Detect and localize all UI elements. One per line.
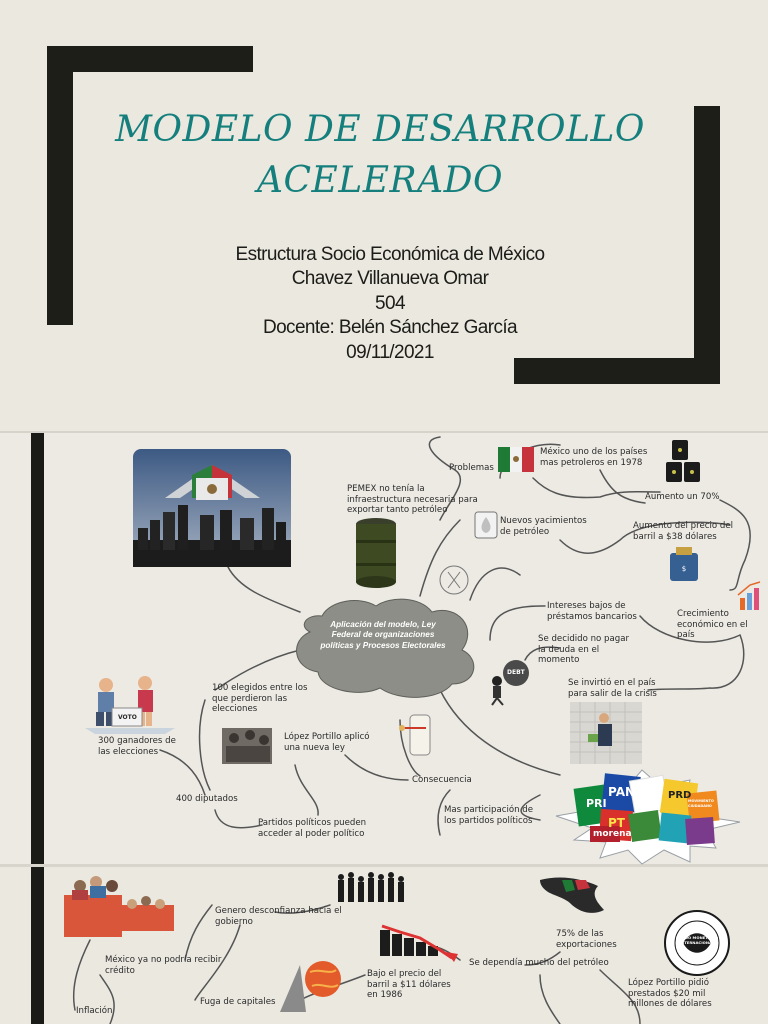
mexico-petrolero-label: México uno de los países mas petroleros en 1978	[540, 447, 648, 468]
debt-label: DEBT	[507, 669, 525, 676]
title-line-2: ACELERADO	[257, 160, 503, 201]
lopez-ley-label: López Portillo aplicó una nueva ley	[284, 732, 370, 753]
mexico-map-icon	[540, 878, 604, 913]
money-ceo-icon	[570, 702, 642, 764]
oil-barrel-38-icon	[670, 547, 698, 581]
desconfianza-label: Genero desconfianza hacia el gobierno	[215, 906, 342, 927]
problemas-label: Problemas	[449, 463, 494, 473]
bajo-precio-label: Bajo el precio del barril a $11 dólares en 1986	[367, 969, 451, 1000]
oil-drums-icon	[666, 440, 700, 482]
oil-drop-icon	[440, 566, 468, 594]
fmi-label: FONDO MONETARIO INTERNACIONAL	[675, 935, 719, 945]
student-name: Chavez Villanueva Omar	[291, 268, 489, 289]
diputados-label: 400 diputados	[176, 794, 238, 804]
mexico-building-icon	[133, 449, 291, 567]
pemex-label: PEMEX no tenía la infraestructura necesaria para exportar tanto petróleo	[347, 484, 478, 515]
silhouettes-icon	[338, 872, 404, 902]
protest-crowd-icon	[64, 876, 122, 937]
no-pagar-label: Se decidido no pagar la deuda en el momento	[538, 634, 630, 665]
mexican-flag-icon	[498, 447, 534, 472]
left-bar-slide2	[31, 433, 44, 865]
inflacion-label: Inflación	[76, 1006, 113, 1016]
teacher-name: Docente: Belén Sánchez García	[262, 317, 518, 338]
morena-label: morena	[593, 829, 632, 839]
chess-bank-icon	[116, 896, 174, 931]
left-bar-slide3	[31, 867, 44, 1024]
date-text: 09/11/2021	[346, 342, 434, 363]
svg-text:$: $	[681, 565, 687, 573]
protest-icon	[222, 728, 272, 764]
crecimiento-label: Crecimiento económico en el país	[677, 609, 748, 640]
voto-label: VOTO	[118, 714, 137, 721]
pan-label: PAN	[608, 785, 636, 799]
acceder-label: Partidos políticos pueden acceder al poder político	[258, 818, 367, 839]
movimiento-label: MOVIMIENTO CIUDADANO	[688, 799, 714, 808]
aumento-precio-label: Aumento del precio del barril a $38 dólares	[633, 521, 733, 542]
consecuencia-label: Consecuencia	[412, 775, 472, 785]
lopez-prestamo-label: López Portillo pidió prestados $20 mil millones de dólares	[628, 978, 712, 1009]
pri-label: PRI	[586, 797, 607, 810]
oil-barrel-icon	[356, 518, 396, 588]
parties-badge-icon	[556, 770, 740, 864]
debt-person-icon	[492, 660, 529, 705]
mas-participacion-label: Mas participación de los partidos políticos	[444, 805, 534, 826]
growth-chart-icon	[738, 582, 760, 610]
falling-barrels-icon	[380, 926, 458, 962]
ganadores-label: 300 ganadores de las elecciones	[98, 736, 176, 757]
center-cloud-text: Aplicación del modelo, Ley Federal de organizaciones políticas y Procesos Electorales	[320, 620, 446, 650]
voters-icon	[85, 676, 175, 734]
subject-text: Estructura Socio Económica de México	[235, 244, 545, 265]
aumento70-label: Aumento un 70%	[645, 492, 720, 502]
invirtio-label: Se invirtió en el país para salir de la crisis	[568, 678, 657, 699]
prd-label: PRD	[668, 790, 692, 801]
title-line-1: MODELO DE DESARROLLO	[115, 109, 645, 150]
exportaciones-label: 75% de las exportaciones	[556, 929, 617, 950]
droplet-icon	[475, 512, 497, 538]
elegidos-label: 100 elegidos entre los que perdieron las elecciones	[212, 683, 308, 714]
fuga-label: Fuga de capitales	[200, 997, 276, 1007]
pt-label: PT	[608, 816, 625, 830]
slide-separator-2	[0, 864, 768, 867]
globe-icon	[280, 961, 341, 1012]
yacimientos-label: Nuevos yacimientos de petróleo	[500, 516, 587, 537]
intereses-label: Intereses bajos de préstamos bancarios	[547, 601, 637, 622]
no-credito-label: México ya no podría recibir crédito	[105, 955, 222, 976]
dependia-label: Se dependía mucho del petróleo	[469, 958, 609, 968]
group-number: 504	[375, 293, 405, 314]
